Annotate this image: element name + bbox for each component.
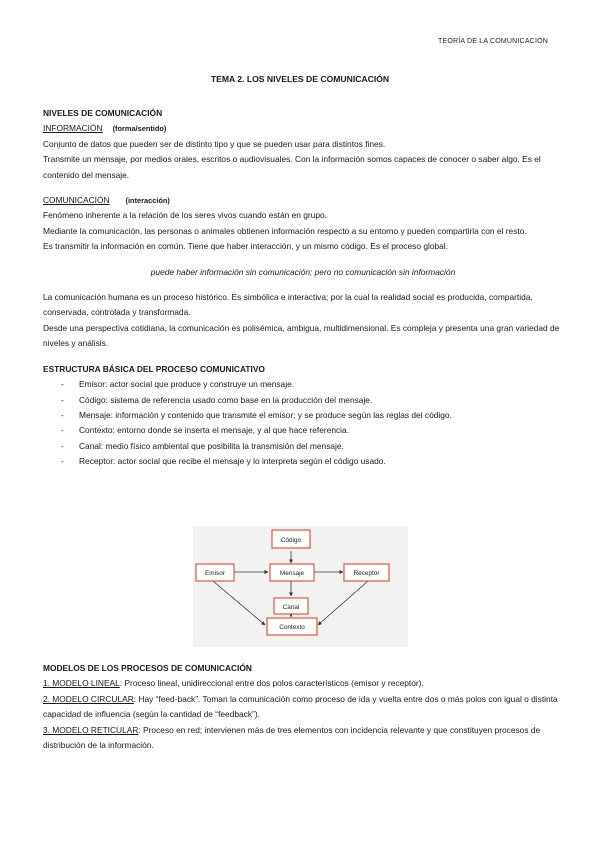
informacion-term: INFORMACIÓN: [43, 123, 103, 134]
modelo-reticular-label: 3. MODELO RETICULAR: [43, 724, 139, 735]
informacion-line-1: Conjunto de datos que pueden ser de distinto tipo y que se pueden usar para distintos fines.: [43, 138, 386, 149]
list-item: - Código: sistema de referencia usado como base en la producción del mensaje.: [43, 393, 563, 408]
comunicacion-line-1: Fenómeno inherente a la relación de los seres vivos cuando están en grupo.: [43, 210, 327, 221]
modelo-lineal: [43, 676, 563, 691]
list-item: - Receptor: actor social que recibe el mensaje y lo interpreta según el código usado.: [43, 454, 563, 469]
comunicacion-term-line: [43, 193, 563, 208]
modelo-reticular: [43, 723, 563, 754]
estructura-heading: ESTRUCTURA BÁSICA DEL PROCESO COMUNICATIVO: [43, 363, 265, 374]
communication-process-diagram: [193, 526, 408, 647]
modelos-section: [43, 661, 563, 753]
codigo-label: Código: [280, 537, 302, 544]
list-item: - Emisor: actor social que produce y construye un mensaje.: [43, 377, 563, 392]
emisor-label: Emisor: [205, 570, 225, 577]
key-quote: puede haber información sin comunicación; pero no comunicación sin información: [150, 266, 456, 277]
modelo-reticular-text: : Proceso en red; intervienen más de tres elementos con incidencia relevante y que constituyen procesos de distribución de la información.: [43, 724, 541, 751]
comunicacion-note: (interacción): [125, 196, 170, 206]
mensaje-label: Mensaje: [279, 570, 305, 577]
modelo-circular: [43, 692, 563, 723]
modelos-heading: MODELOS DE LOS PROCESOS DE COMUNICACIÓN: [43, 663, 252, 673]
paragraph-1: La comunicación humana es un proceso histórico. Es simbólica e interactiva; por la cual la realidad social es producida, compartida, conservada, controlada y transformada.: [43, 292, 533, 318]
running-header: TEORÍA DE LA COMUNICACIÓN: [437, 38, 548, 45]
list-item: - Contexto: entorno donde se inserta el mensaje, y al que hace referencia.: [43, 423, 563, 438]
modelo-lineal-label: 1. MODELO LINEAL: [43, 678, 120, 689]
estructura-list: [43, 377, 563, 469]
paragraph-2: Desde una perspectiva cotidiana, la comunicación es polisémica, ambigua, multidimensional. Es compleja y presenta una gran variedad de niveles y análisis.: [43, 322, 560, 349]
informacion-note: (forma/sentido): [112, 124, 167, 134]
informacion-term-line: [43, 121, 563, 136]
page-title: TEMA 2. LOS NIVELES DE COMUNICACIÓN: [210, 74, 390, 84]
modelo-lineal-text: : Proceso lineal, unidireccional entre dos polos característicos (emisor y receptor).: [119, 678, 424, 689]
modelo-circular-text: : Hay “feed-back”. Toman la comunicación como proceso de ida y vuelta entre dos o más polos con igual o distinta capacidad de influencia (según la cantidad de “feedback”).: [43, 693, 558, 720]
receptor-label: Receptor: [353, 570, 380, 577]
comunicacion-line-2: Mediante la comunicación, las personas o animales obtienen información respecto a su entorno y pueden compartirla con el resto.: [43, 225, 527, 236]
list-item: - Mensaje: información y contenido que transmite el emisor; y se produce según las reglas del código.: [43, 408, 563, 423]
contexto-label: Contexto: [279, 624, 305, 631]
modelo-circular-label: 2. MODELO CIRCULAR: [43, 693, 134, 704]
niveles-heading: NIVELES DE COMUNICACIÓN: [43, 108, 163, 118]
comunicacion-line-3: Es transmitir la información en común. Tiene que haber interacción, y un mismo código. Es el proceso global.: [43, 241, 448, 252]
main-content: [43, 106, 563, 470]
comunicacion-term: COMUNICACIÓN: [43, 195, 110, 206]
informacion-line-2: Transmite un mensaje, por medios orales, escritos o audiovisuales. Con la información somos capaces de conocer o saber algo. Es el contenido del mensaje.: [43, 154, 541, 180]
list-item: - Canal: medio físico ambiental que posibilita la transmisión del mensaje.: [43, 439, 563, 454]
canal-label: Canal: [282, 604, 300, 611]
